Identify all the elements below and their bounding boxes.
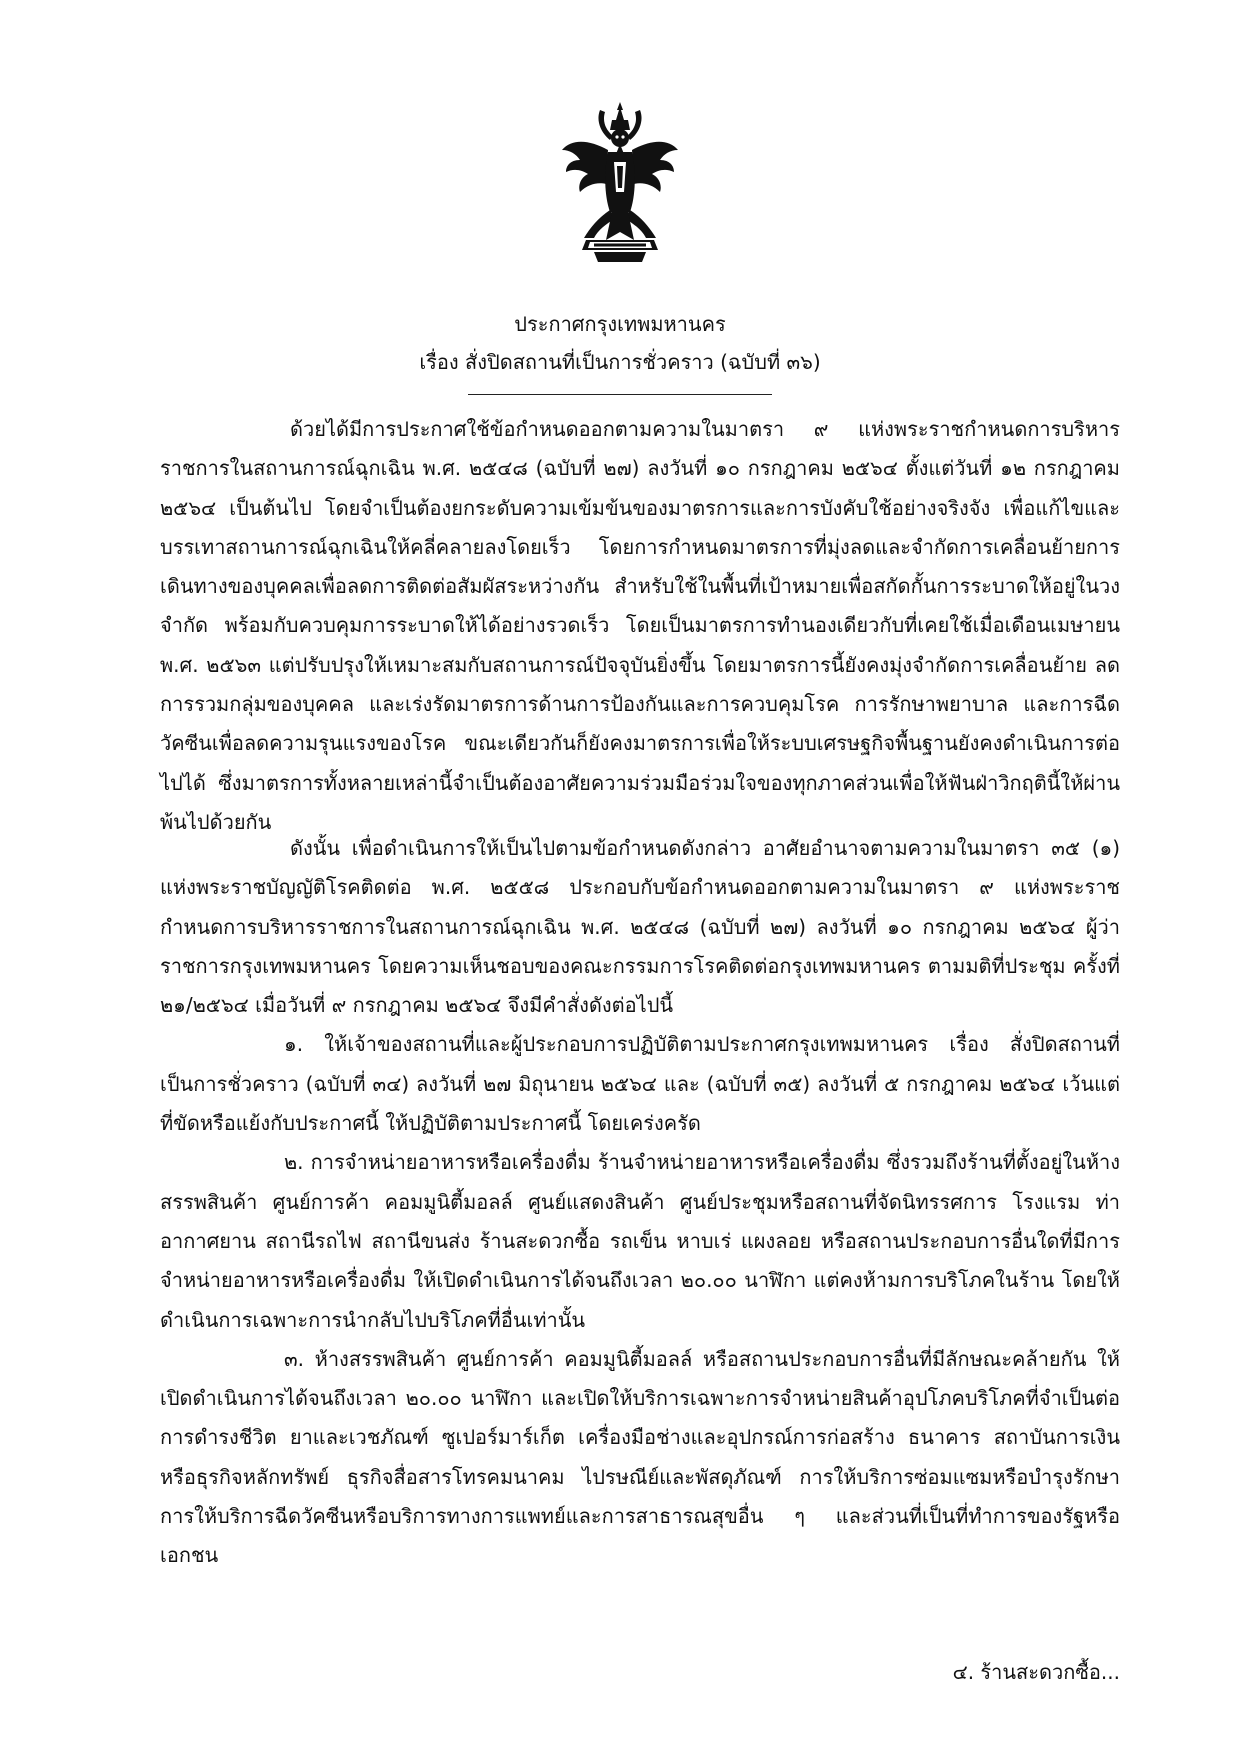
announcement-title: ประกาศกรุงเทพมหานคร	[514, 312, 726, 336]
announcement-subject: เรื่อง สั่งปิดสถานที่เป็นการชั่วคราว (ฉบับที่ ๓๖)	[419, 350, 821, 374]
page-catchword: ๔. ร้านสะดวกซื้อ...	[952, 1660, 1120, 1684]
clause-2: ๒. การจำหน่ายอาหารหรือเครื่องดื่ม ร้านจำหน่ายอาหารหรือเครื่องดื่ม ซึ่งรวมถึงร้านที่ตั้งอยู่ในห้างสรรพสินค้า ศูนย์การค้า คอมมูนิตี้มอลล์ ศูนย์แสดงสินค้า ศูนย์ประชุมหรือสถานที่จัดนิทรรศการ โรงแรม ท่าอากาศยาน สถานีรถไฟ สถานีขนส่ง ร้านสะดวกซื้อ รถเข็น หาบเร่ แผงลอย หรือสถานประกอบการอื่นใดที่มีการจำหน่ายอาหารหรือเครื่องดื่ม ให้เปิดดำเนินการได้จนถึงเวลา ๒๐.๐๐ นาฬิกา แต่คงห้ามการบริโภคในร้าน โดยให้ดำเนินการเฉพาะการนำกลับไปบริโภคที่อื่นเท่านั้น	[160, 1150, 1120, 1332]
clause-3: ๓. ห้างสรรพสินค้า ศูนย์การค้า คอมมูนิตี้มอลล์ หรือสถานประกอบการอื่นที่มีลักษณะคล้ายกัน ให้เปิดดำเนินการได้จนถึงเวลา ๒๐.๐๐ นาฬิกา และเปิดให้บริการเฉพาะการจำหน่ายสินค้าอุปโภคบริโภคที่จำเป็นต่อการดำรงชีวิต ยาและเวชภัณฑ์ ซูเปอร์มาร์เก็ต เครื่องมือช่างและอุปกรณ์การก่อสร้าง ธนาคาร สถาบันการเงินหรือธุรกิจหลักทรัพย์ ธุรกิจสื่อสารโทรคมนาคม ไปรษณีย์และพัสดุภัณฑ์ การให้บริการซ่อมแซมหรือบำรุงรักษา การให้บริการฉีดวัคซีนหรือบริการทางการแพทย์และการสาธารณสุขอื่น ๆ และส่วนที่เป็นที่ทำการของรัฐหรือเอกชน	[160, 1346, 1120, 1568]
clause-1: ๑. ให้เจ้าของสถานที่และผู้ประกอบการปฏิบัติตามประกาศกรุงเทพมหานคร เรื่อง สั่งปิดสถานที่เป็นการชั่วคราว (ฉบับที่ ๓๔) ลงวันที่ ๒๗ มิถุนายน ๒๕๖๔ และ (ฉบับที่ ๓๕) ลงวันที่ ๕ กรกฎาคม ๒๕๖๔ เว้นแต่ที่ขัดหรือแย้งกับประกาศนี้ ให้ปฏิบัติตามประกาศนี้ โดยเคร่งครัด	[160, 1032, 1120, 1136]
intro-paragraph: ด้วยได้มีการประกาศใช้ข้อกำหนดออกตามความในมาตรา ๙ แห่งพระราชกำหนดการบริหารราชการในสถานการณ์ฉุกเฉิน พ.ศ. ๒๕๔๘ (ฉบับที่ ๒๗) ลงวันที่ ๑๐ กรกฎาคม ๒๕๖๔ ตั้งแต่วันที่ ๑๒ กรกฎาคม ๒๕๖๔ เป็นต้นไป โดยจำเป็นต้องยกระดับความเข้มข้นของมาตรการและการบังคับใช้อย่างจริงจัง เพื่อแก้ไขและบรรเทาสถานการณ์ฉุกเฉินให้คลี่คลายลงโดยเร็ว โดยการกำหนดมาตรการที่มุ่งลดและจำกัดการเคลื่อนย้ายการเดินทางของบุคคลเพื่อลดการติดต่อสัมผัสระหว่างกัน สำหรับใช้ในพื้นที่เป้าหมายเพื่อสกัดกั้นการระบาดให้อยู่ในวงจำกัด พร้อมกับควบคุมการระบาดให้ได้อย่างรวดเร็ว โดยเป็นมาตรการทำนองเดียวกับที่เคยใช้เมื่อเดือนเมษายน พ.ศ. ๒๕๖๓ แต่ปรับปรุงให้เหมาะสมกับสถานการณ์ปัจจุบันยิ่งขึ้น โดยมาตรการนี้ยังคงมุ่งจำกัดการเคลื่อนย้าย ลดการรวมกลุ่มของบุคคล และเร่งรัดมาตรการด้านการป้องกันและการควบคุมโรค การรักษาพยาบาล และการฉีดวัคซีนเพื่อลดความรุนแรงของโรค ขณะเดียวกันก็ยังคงมาตรการเพื่อให้ระบบเศรษฐกิจพื้นฐานยังคงดำเนินการต่อไปได้ ซึ่งมาตรการทั้งหลายเหล่านี้จำเป็นต้องอาศัยความร่วมมือร่วมใจของทุกภาคส่วนเพื่อให้ฟันฝ่าวิกฤตินี้ให้ผ่านพ้นไปด้วยกัน	[160, 417, 1120, 834]
authority-paragraph: ดังนั้น เพื่อดำเนินการให้เป็นไปตามข้อกำหนดดังกล่าว อาศัยอำนาจตามความในมาตรา ๓๕ (๑) แห่งพระราชบัญญัติโรคติดต่อ พ.ศ. ๒๕๕๘ ประกอบกับข้อกำหนดออกตามความในมาตรา ๙ แห่งพระราชกำหนดการบริหารราชการในสถานการณ์ฉุกเฉิน พ.ศ. ๒๕๔๘ (ฉบับที่ ๒๗) ลงวันที่ ๑๐ กรกฎาคม ๒๕๖๔ ผู้ว่าราชการกรุงเทพมหานคร โดยความเห็นชอบของคณะกรรมการโรคติดต่อกรุงเทพมหานคร ตามมติที่ประชุม ครั้งที่ ๒๑/๒๕๖๔ เมื่อวันที่ ๙ กรกฎาคม ๒๕๖๔ จึงมีคำสั่งดังต่อไปนี้	[160, 836, 1121, 1018]
announcement-heading	[0, 305, 1240, 381]
garuda-emblem-icon	[560, 100, 680, 265]
authority-section	[160, 829, 1120, 1576]
heading-divider	[468, 394, 772, 395]
announcement-body	[160, 410, 1120, 842]
